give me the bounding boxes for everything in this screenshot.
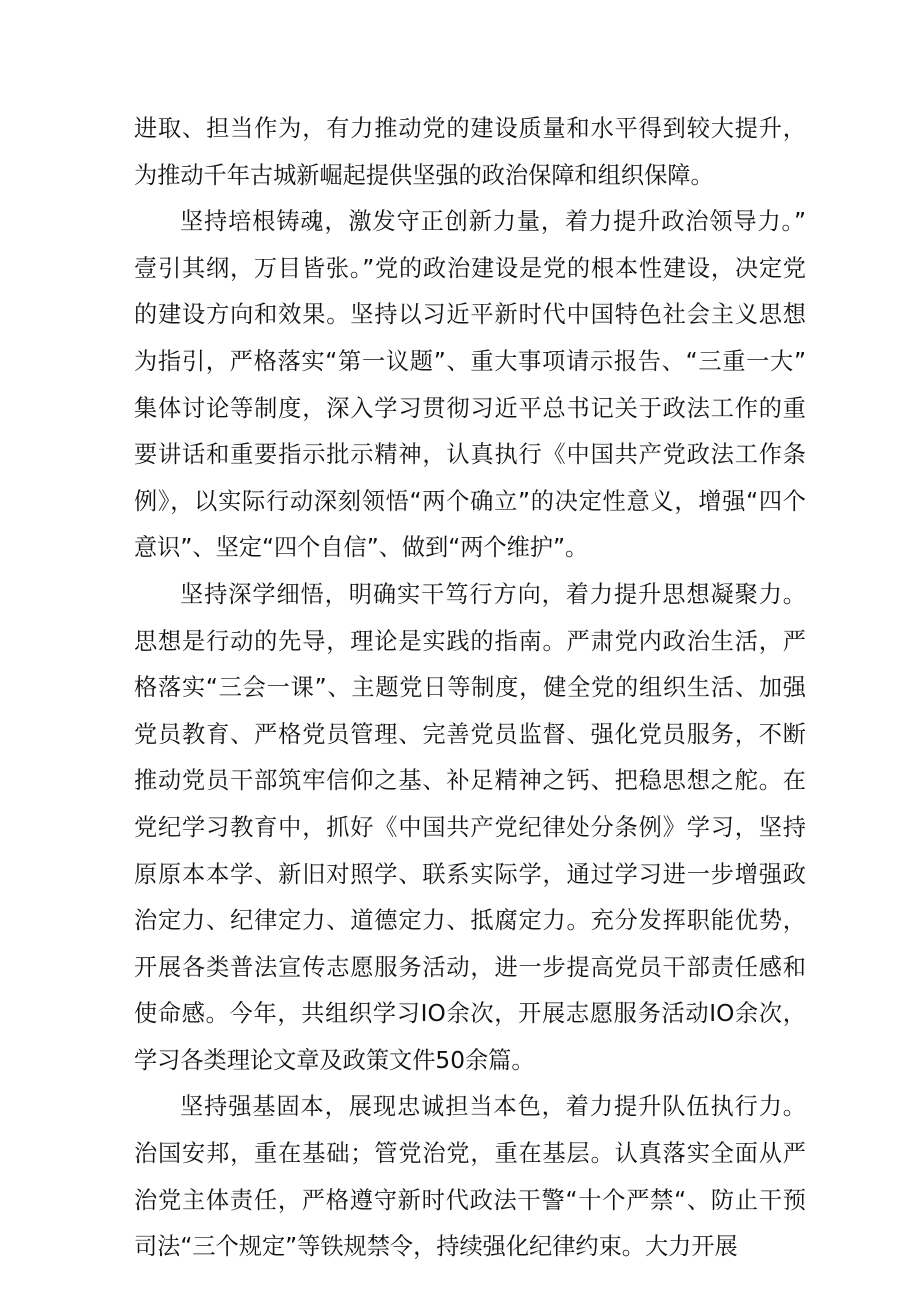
- document-body: [134, 106, 806, 1271]
- paragraph-ideological-cohesion: 坚持深学细悟，明确实干笃行方向，着力提升思想凝聚力。思想是行动的先导，理论是实践的指南。严肃党内政治生活，严格落实“三会一课”、主题党日等制度，健全党的组织生活、加强党员教育、严格党员管理、完善党员监督、强化党员服务，不断推动党员干部筑牢信仰之基、补足精神之钙、把稳思想之舵。在党纪学习教育中，抓好《中国共产党纪律处分条例》学习，坚持原原本本学、新旧对照学、联系实际学，通过学习进一步增强政治定力、纪律定力、道德定力、抵腐定力。充分发挥职能优势，开展各类普法宣传志愿服务活动，进一步提高党员干部责任感和使命感。今年，共组织学习IO余次，开展志愿服务活动IO余次，学习各类理论文章及政策文件50余篇。: [134, 580, 806, 1074]
- paragraph-team-execution: 坚持强基固本，展现忠诚担当本色，着力提升队伍执行力。治国安邦，重在基础；管党治党，重在基层。认真落实全面从严治党主体责任，严格遵守新时代政法干警“十个严禁“、防止干预司法“三个规定”等铁规禁令，持续强化纪律约束。大力开展: [134, 1093, 806, 1261]
- paragraph-political-leadership: 坚持培根铸魂，激发守正创新力量，着力提升政治领导力。”壹引其纲，万目皆张。”党的政治建设是党的根本性建设，决定党的建设方向和效果。坚持以习近平新时代中国特色社会主义思想为指引，严格落实“第一议题”、重大事项请示报告、“三重一大”集体讨论等制度，深入学习贯彻习近平总书记关于政法工作的重要讲话和重要指示批示精神，认真执行《中国共产党政法工作条例》，以实际行动深刻领悟“两个确立”的决定性意义，增强“四个意识”、坚定“四个自信”、做到“两个维护”。: [134, 208, 806, 562]
- paragraph-continuation: 进取、担当作为，有力推动党的建设质量和水平得到较大提升，为推动千年古城新崛起提供坚强的政治保障和组织保障。: [134, 115, 806, 189]
